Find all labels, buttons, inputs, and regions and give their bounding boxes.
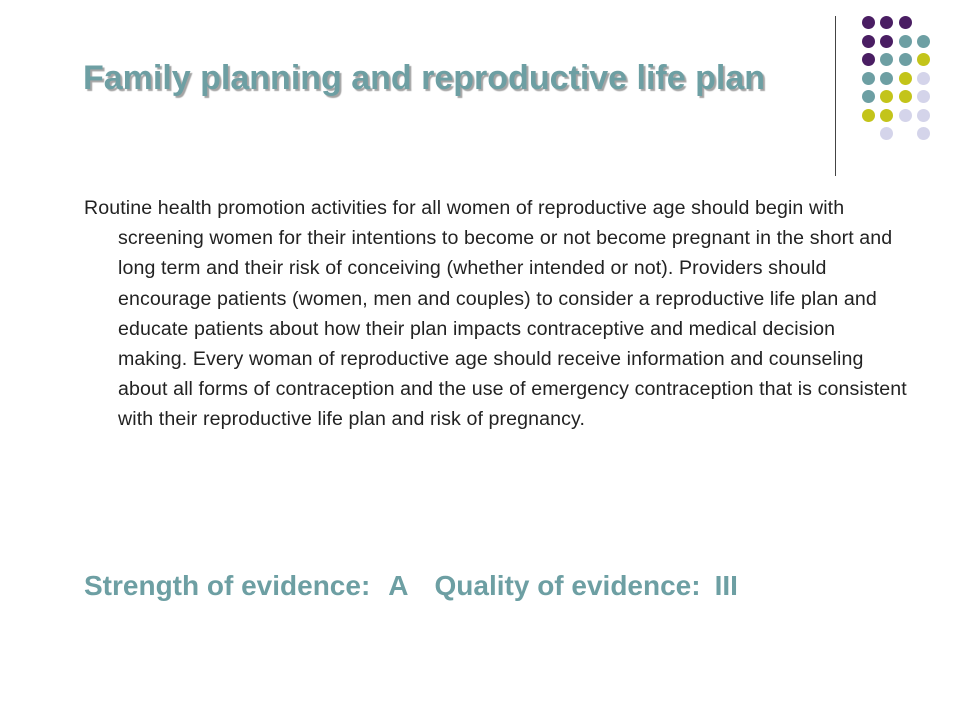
decorative-dot xyxy=(899,35,912,48)
decorative-dot xyxy=(880,72,893,85)
strength-of-evidence-label: Strength of evidence: xyxy=(84,570,371,601)
decorative-dot xyxy=(880,53,893,66)
decorative-dot xyxy=(899,72,912,85)
decorative-dot xyxy=(862,72,875,85)
slide-title: Family planning and reproductive life plan xyxy=(83,59,765,97)
decorative-dot xyxy=(862,109,875,122)
decorative-dot xyxy=(880,35,893,48)
decorative-dot xyxy=(862,53,875,66)
decorative-dot xyxy=(862,16,875,29)
strength-of-evidence-value: A xyxy=(388,570,409,601)
decorative-dot xyxy=(862,35,875,48)
decorative-dot xyxy=(899,109,912,122)
decorative-dot xyxy=(899,16,912,29)
decorative-dot xyxy=(880,16,893,29)
decorative-dot xyxy=(917,35,930,48)
decorative-dot xyxy=(917,53,930,66)
decorative-dot xyxy=(880,109,893,122)
decorative-dot xyxy=(917,72,930,85)
evidence-line xyxy=(84,570,738,602)
decorative-dot xyxy=(899,90,912,103)
decorative-dot xyxy=(862,90,875,103)
decorative-dot xyxy=(899,53,912,66)
quality-of-evidence-label: Quality of evidence: xyxy=(434,570,701,601)
body-paragraph: Routine health promotion activities for all women of reproductive age should begin with screening women for their intentions to become or not become pregnant in the short and long term and their risk of conceiving (whether intended or not). Providers should encourage patients (women, men and couples) to consider a reproductive life plan and educate patients about how their plan impacts contraceptive and medical decision making. Every woman of reproductive age should receive information and counseling about all forms of contraception and the use of emergency contraception that is consistent with their reproductive life plan and risk of pregnancy. xyxy=(84,197,907,431)
decorative-dot xyxy=(880,127,893,140)
quality-of-evidence-value: III xyxy=(714,570,738,601)
decorative-dot xyxy=(917,90,930,103)
decorative-dot xyxy=(917,109,930,122)
title-divider-line xyxy=(835,16,836,176)
decorative-dot xyxy=(917,127,930,140)
decorative-dot xyxy=(880,90,893,103)
